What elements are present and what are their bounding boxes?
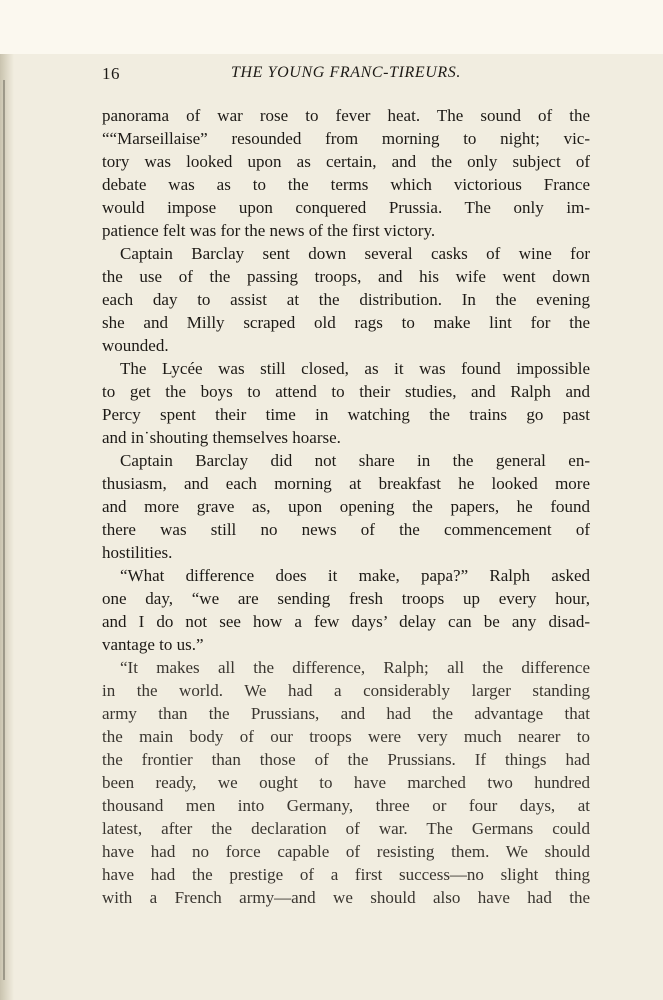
text-line: debate was as to the terms which victorious France bbox=[102, 175, 590, 194]
text-line: and more grave as, upon opening the papers, he found bbox=[102, 497, 590, 516]
text-line: hostilities. bbox=[102, 543, 173, 562]
text-line: the use of the passing troops, and his wife went down bbox=[102, 267, 590, 286]
text-line: been ready, we ought to have marched two hundred bbox=[102, 773, 590, 792]
text-line: each day to assist at the distribution. In the evening bbox=[102, 290, 590, 309]
text-line: vantage to us.” bbox=[102, 635, 204, 654]
text-line: Percy spent their time in watching the trains go past bbox=[102, 405, 590, 424]
text-line: “It makes all the difference, Ralph; all the difference bbox=[120, 658, 590, 677]
text-line: the main body of our troops were very much nearer to bbox=[102, 727, 590, 746]
body-text bbox=[102, 104, 590, 909]
book-page bbox=[0, 54, 663, 1000]
text-line: thousand men into Germany, three or four days, at bbox=[102, 796, 590, 815]
text-line: to get the boys to attend to their studies, and Ralph and bbox=[102, 382, 590, 401]
text-line: would impose upon conquered Prussia. The only im- bbox=[102, 198, 590, 217]
text-line: have had no force capable of resisting them. We should bbox=[102, 842, 590, 861]
text-line: have had the prestige of a first success—no slight thing bbox=[102, 865, 590, 884]
text-line: patience felt was for the news of the first victory. bbox=[102, 221, 436, 240]
text-line: with a French army—and we should also have had the bbox=[102, 888, 590, 907]
text-line: Captain Barclay sent down several casks of wine for bbox=[120, 244, 590, 263]
text-line: the frontier than those of the Prussians. If things had bbox=[102, 750, 590, 769]
text-line: latest, after the declaration of war. The Germans could bbox=[102, 819, 590, 838]
page-header bbox=[102, 64, 590, 88]
text-line: and in˙shouting themselves hoarse. bbox=[102, 428, 341, 447]
text-line: tory was looked upon as certain, and the only subject of bbox=[102, 152, 590, 171]
text-line: army than the Prussians, and had the advantage that bbox=[102, 704, 590, 723]
text-line: ““Marseillaise” resounded from morning to night; vic- bbox=[102, 129, 590, 148]
text-line: “What difference does it make, papa?” Ralph asked bbox=[120, 566, 590, 585]
text-line: Captain Barclay did not share in the general en- bbox=[120, 451, 590, 470]
text-line: and I do not see how a few days’ delay can be any disad- bbox=[102, 612, 590, 631]
text-line: one day, “we are sending fresh troops up every hour, bbox=[102, 589, 590, 608]
text-line: there was still no news of the commencement of bbox=[102, 520, 590, 539]
text-line: wounded. bbox=[102, 336, 169, 355]
scan-top-margin bbox=[0, 0, 663, 54]
text-line: thusiasm, and each morning at breakfast he looked more bbox=[102, 474, 590, 493]
text-line: panorama of war rose to fever heat. The sound of the bbox=[102, 106, 590, 125]
page-number: 16 bbox=[102, 64, 120, 83]
text-line: in the world. We had a considerably larger standing bbox=[102, 681, 590, 700]
text-line: she and Milly scraped old rags to make lint for the bbox=[102, 313, 590, 332]
running-head: THE YOUNG FRANC-TIREURS. bbox=[231, 64, 461, 81]
text-line: The Lycée was still closed, as it was found impossible bbox=[120, 359, 590, 378]
